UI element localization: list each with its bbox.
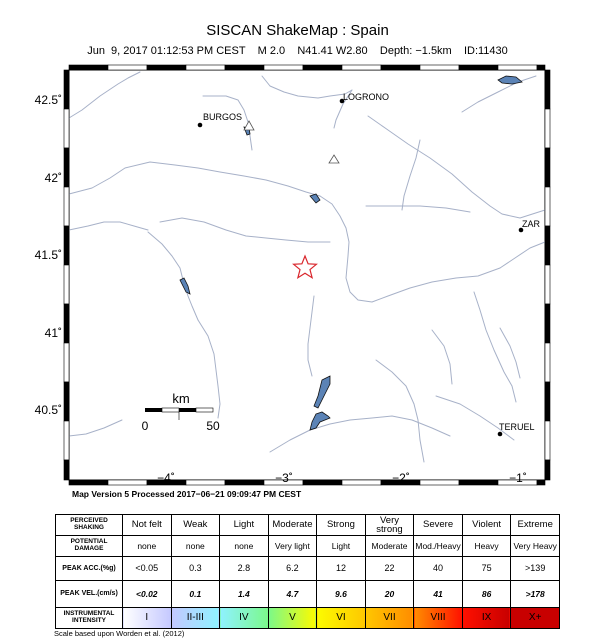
frame-segment xyxy=(498,65,537,70)
legend-header: POTENTIAL DAMAGE xyxy=(56,536,123,556)
legend-cell: >139 xyxy=(511,556,560,581)
intensity-swatch: IX xyxy=(462,607,511,628)
scale-max: 50 xyxy=(206,419,220,433)
frame-segment xyxy=(545,148,550,187)
lat-label: 41˚ xyxy=(44,326,62,340)
lat-labels xyxy=(35,93,62,417)
frame-segment xyxy=(64,382,69,421)
legend-cell: none xyxy=(171,536,220,556)
legend-cell: 6.2 xyxy=(268,556,317,581)
frame-segment xyxy=(64,460,69,480)
frame-segment xyxy=(69,65,108,70)
legend-cell: 9.6 xyxy=(317,581,366,608)
legend-cell: Not felt xyxy=(123,515,172,536)
legend-header: PEAK ACC.(%g) xyxy=(56,556,123,581)
legend-row-peak-acc xyxy=(56,556,560,581)
legend-cell: 22 xyxy=(365,556,414,581)
frame-segment xyxy=(459,480,498,485)
scale-min: 0 xyxy=(141,419,149,433)
frame-segment xyxy=(64,109,69,148)
frame-segment xyxy=(303,65,342,70)
legend-cell: Light xyxy=(317,536,366,556)
scale-note: Scale based upon Worden et al. (2012) xyxy=(54,629,185,638)
legend-cell: Violent xyxy=(462,515,511,536)
frame-segment xyxy=(537,65,545,70)
legend-header: INSTRUMENTAL INTENSITY xyxy=(56,607,123,628)
legend-cell: Light xyxy=(220,515,269,536)
intensity-swatch: VIII xyxy=(414,607,463,628)
legend-row-damage xyxy=(56,536,560,556)
frame-segment xyxy=(64,187,69,226)
frame-segment xyxy=(108,480,147,485)
frame-segment xyxy=(459,65,498,70)
frame-segment xyxy=(64,148,69,187)
legend-cell: Moderate xyxy=(268,515,317,536)
frame-segment xyxy=(64,265,69,304)
lon-label: −4˚ xyxy=(157,471,175,485)
frame-segment xyxy=(545,187,550,226)
intensity-swatch: V xyxy=(268,607,317,628)
legend-cell: Very Heavy xyxy=(511,536,560,556)
lon-label: −1˚ xyxy=(509,471,527,485)
legend-cell: 2.8 xyxy=(220,556,269,581)
lat-label: 40.5˚ xyxy=(34,403,62,417)
legend-header: PERCEIVED SHAKING xyxy=(56,515,123,536)
lat-label: 42.5˚ xyxy=(34,93,62,107)
legend-row-peak-vel xyxy=(56,581,560,608)
legend-cell: none xyxy=(123,536,172,556)
legend-cell: Strong xyxy=(317,515,366,536)
map-version: Map Version 5 Processed 2017−06−21 09:09:47 PM CEST xyxy=(72,489,302,499)
frame-segment xyxy=(64,70,69,109)
legend-cell: 86 xyxy=(462,581,511,608)
city-marker xyxy=(198,123,203,128)
frame-segment xyxy=(420,480,459,485)
legend-cell: 41 xyxy=(414,581,463,608)
map-title: SISCAN ShakeMap : Spain xyxy=(206,22,389,39)
lon-label: −3˚ xyxy=(275,471,293,485)
lat-label: 41.5˚ xyxy=(34,248,62,262)
legend-cell: Weak xyxy=(171,515,220,536)
frame-segment xyxy=(545,109,550,148)
lat-label: 42˚ xyxy=(44,171,62,185)
legend-cell: <0.02 xyxy=(123,581,172,608)
legend-cell: Severe xyxy=(414,515,463,536)
legend-header: PEAK VEL.(cm/s) xyxy=(56,581,123,608)
intensity-swatch: X+ xyxy=(511,607,560,628)
legend-cell: 20 xyxy=(365,581,414,608)
intensity-swatch: I xyxy=(123,607,172,628)
event-info: Jun 9, 2017 01:12:53 PM CEST M 2.0 N41.41 W2.80 Depth: −1.5km ID:11430 xyxy=(87,45,508,57)
legend-cell: <0.05 xyxy=(123,556,172,581)
intensity-swatch: VII xyxy=(365,607,414,628)
frame-segment xyxy=(186,480,225,485)
city-label-logrono: LOGRONO xyxy=(343,92,390,102)
intensity-swatch: II-III xyxy=(171,607,220,628)
frame-segment xyxy=(64,421,69,460)
legend-cell: Mod./Heavy xyxy=(414,536,463,556)
legend-cell: 0.1 xyxy=(171,581,220,608)
frame-segment xyxy=(545,226,550,265)
frame-segment xyxy=(342,65,381,70)
legend-row-shaking xyxy=(56,515,560,536)
legend-cell: Very light xyxy=(268,536,317,556)
legend-cell: none xyxy=(220,536,269,556)
intensity-legend xyxy=(55,514,560,629)
city-label-teruel: TERUEL xyxy=(499,422,535,432)
frame-segment xyxy=(64,304,69,343)
legend-cell: Very strong xyxy=(365,515,414,536)
lon-label: −2˚ xyxy=(392,471,410,485)
frame-segment xyxy=(545,382,550,421)
frame-segment xyxy=(420,65,459,70)
frame-segment xyxy=(64,226,69,265)
frame-segment xyxy=(545,304,550,343)
frame-segment xyxy=(545,70,550,109)
legend-cell: 4.7 xyxy=(268,581,317,608)
city-label-burgos: BURGOS xyxy=(203,112,243,122)
frame-segment xyxy=(303,480,342,485)
legend-cell: 0.3 xyxy=(171,556,220,581)
frame-segment xyxy=(264,65,303,70)
scale-unit: km xyxy=(172,391,190,406)
legend-cell: Extreme xyxy=(511,515,560,536)
city-marker xyxy=(498,432,503,437)
frame-segment xyxy=(147,65,186,70)
intensity-swatch: VI xyxy=(317,607,366,628)
legend-cell: Heavy xyxy=(462,536,511,556)
frame-segment xyxy=(381,65,420,70)
legend-cell: 40 xyxy=(414,556,463,581)
frame-segment xyxy=(225,480,264,485)
frame-segment xyxy=(69,480,108,485)
legend-cell: 12 xyxy=(317,556,366,581)
frame-segment xyxy=(545,343,550,382)
frame-segment xyxy=(545,421,550,460)
frame-segment xyxy=(537,480,545,485)
legend-cell: >178 xyxy=(511,581,560,608)
frame-segment xyxy=(108,65,147,70)
frame-segment xyxy=(64,343,69,382)
frame-segment xyxy=(342,480,381,485)
legend-row-intensity xyxy=(56,607,560,628)
legend-cell: Moderate xyxy=(365,536,414,556)
frame-segment xyxy=(225,65,264,70)
frame-segment xyxy=(186,65,225,70)
intensity-swatch: IV xyxy=(220,607,269,628)
frame-segment xyxy=(545,460,550,480)
legend-cell: 75 xyxy=(462,556,511,581)
frame-segment xyxy=(545,265,550,304)
legend-cell: 1.4 xyxy=(220,581,269,608)
city-label-zar: ZAR xyxy=(522,219,540,229)
